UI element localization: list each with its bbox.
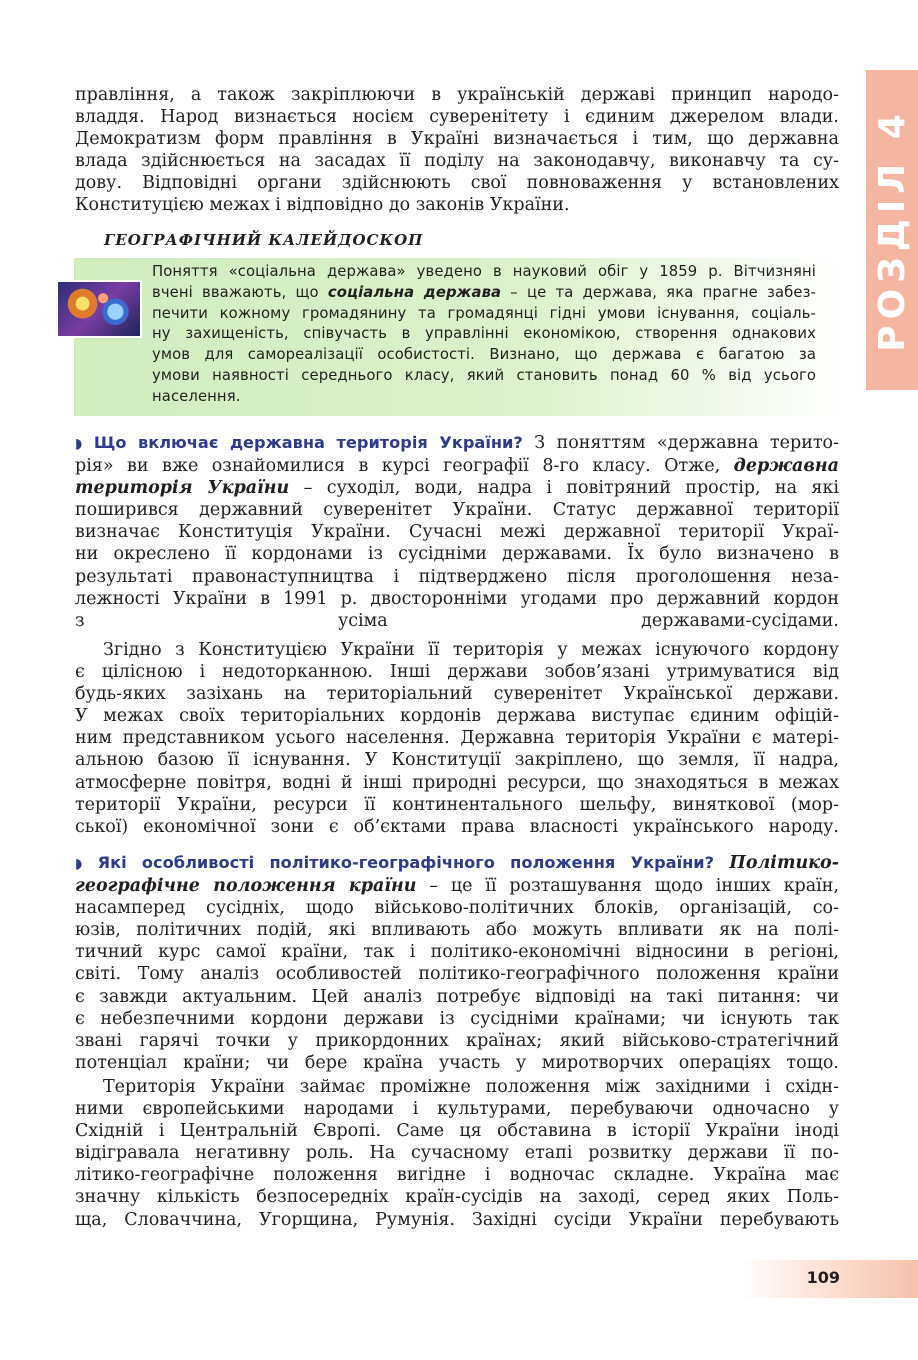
text-line [75, 477, 839, 499]
text-line: Демократизм форм правління в Україні визначається і тим, що державна [75, 129, 839, 150]
text-line: атмосферне повітря, водні й інші природні ресурси, що знаходяться в межах [75, 772, 839, 793]
text-line: визначає Конституція України. Сучасні межі державної території Украї- [75, 522, 839, 543]
text-line: є небезпечними кордони держави із сусідніми країнами; чи існують так [75, 1008, 839, 1029]
text-line: дову. Відповідні органи здійснюють свої повноваження у встановлених [75, 173, 839, 194]
section-side-tab [866, 70, 918, 390]
section-territory-p2 [75, 639, 839, 838]
kaleidoscope-line [152, 304, 816, 325]
text-line: світі. Тому аналіз особливостей політико-географічного положення країни [75, 964, 839, 985]
kaleidoscope-line [152, 262, 816, 283]
text-line: відігравала негативну роль. На сучасному етапі розвитку держави її по- [75, 1143, 839, 1164]
text-line: літико-географічне положення вигідне і водночас складне. Україна має [75, 1165, 839, 1186]
term-emphasis: Політико- [729, 853, 839, 873]
text-line: значну кількість безпосередніх країн-сусідів на заході, серед яких Поль- [75, 1187, 839, 1208]
term-emphasis: державна [733, 456, 839, 477]
section-territory [75, 432, 839, 632]
planets-icon [56, 280, 142, 338]
term-emphasis: географічне положення країни [75, 876, 417, 897]
kaleidoscope-heading: ГЕОГРАФІЧНИЙ КАЛЕЙДОСКОП [104, 231, 424, 249]
kaleidoscope-line [152, 345, 816, 366]
text-run: рія» ви вже ознайомилися в курсі географії 8-го класу. Отже, [75, 456, 734, 477]
question-heading: Які особливості політико-географічного положення України? [97, 853, 715, 872]
bullet-marker-icon: ◗ [75, 436, 83, 452]
text-run: – це її розташування щодо інших країн, [416, 876, 840, 897]
text-line: будь-яких зазіхань на територіальний суверенітет Української держави. [75, 684, 839, 705]
text-line: У межах своїх територіальних кордонів держава виступає єдиним офіцій- [75, 706, 839, 727]
text-line: є цілісною і недоторканною. Інші держави зобов’язані утримуватися від [75, 662, 839, 683]
social-state-term: соціальна держава [327, 283, 502, 301]
text-line: потенціал країни; чи бере країна участь у миротворчих операціях тощо. [75, 1052, 839, 1073]
text-line: ним представником усього населення. Державна територія України є матері- [75, 728, 839, 749]
text-line: території України, ресурси її континентального шельфу, виняткової (мор- [75, 794, 839, 815]
text-line: альною базою її існування. У Конституції закріплено, що земля, її надра, [75, 750, 839, 771]
intro-paragraph [75, 84, 839, 217]
text-line: ни окреслено її кордонами із сусідніми державами. Їх було визначено в [75, 544, 839, 565]
kaleidoscope-line-text: ну захищеність, співучасть в управлінні економікою, створення однакових [152, 325, 816, 343]
text-line: лежності України в 1991 р. двосторонніми угодами про державний кордон [75, 588, 839, 609]
text-line: Територія України займає проміжне положення між західними і східн- [103, 1077, 839, 1097]
text-line: з усіма державами-сусідами. [75, 610, 839, 631]
text-line: владдя. Народ визнається носієм суверенітету і єдиним джерелом влади. [75, 107, 839, 128]
section-political-position-p2 [75, 1076, 839, 1231]
text-line: поширився державний суверенітет України. Статус державної території [75, 500, 839, 521]
kaleidoscope-line [152, 324, 816, 345]
kaleidoscope-line-text: умов для самореалізації особистості. Визнано, що держава є багатою за [152, 346, 816, 364]
text-line: результаті правонаступництва і підтверджено після проголошення неза- [75, 566, 839, 587]
kaleidoscope-line-text: – це та держава, яка прагне забез- [501, 283, 817, 301]
text-line [75, 455, 839, 477]
text-line: ща, Словаччина, Угорщина, Румунія. Західні сусіди України перебувають [75, 1209, 839, 1230]
text-line: Конституцією межах і відповідно до законів України. [75, 195, 570, 216]
text-line: Східній і Центральній Європі. Саме ця обставина в історії України іноді [75, 1121, 839, 1142]
text-line: правління, а також закріплюючи в українській державі принцип народо- [75, 85, 839, 105]
kaleidoscope-line [152, 366, 816, 387]
kaleidoscope-line-text: Поняття «соціальна держава» уведено в науковий обіг у 1859 р. Вітчизняні [152, 263, 816, 280]
text-line: юзів, політичних подій, які впливають або можуть впливати як на полі- [75, 920, 839, 941]
kaleidoscope-line-text: печити кожному громадянину та громадянці гідні умови існування, соціаль- [152, 304, 816, 322]
term-emphasis: територія України [75, 478, 290, 499]
text-line: ської) економічної зони є об’єктами права власності українського народу. [75, 816, 839, 837]
kaleidoscope-line-text: населення. [152, 387, 241, 405]
text-line: ними європейськими народами і культурами, перебуваючи одночасно у [75, 1099, 839, 1120]
text-line: влада здійснюється на засадах її поділу на законодавчу, виконавчу та су- [75, 151, 839, 172]
text-line: є завжди актуальним. Цей аналіз потребує відповіді на такі питання: чи [75, 986, 839, 1007]
text-line: звані гарячі точки у прикордонних країнах; який військово-стратегічний [75, 1030, 839, 1051]
text-line [75, 852, 839, 875]
text-line: тичний курс самої країни, так і політико-економічні відносини в регіоні, [75, 942, 839, 963]
kaleidoscope-line [152, 283, 816, 304]
kaleidoscope-line [152, 387, 816, 408]
section-political-position [75, 852, 839, 1074]
question-heading: Що включає державна територія України? [93, 433, 523, 452]
text-run: – суходіл, води, надра і повітряний простір, на які [289, 478, 839, 499]
text-line [75, 875, 839, 897]
kaleidoscope-text [152, 262, 816, 408]
text-line [75, 432, 839, 455]
text-line: насамперед сусідніх, щодо військово-політичних блоків, організацій, со- [75, 898, 839, 919]
kaleidoscope-line-text: вчені вважають, що [152, 283, 328, 301]
kaleidoscope-line-text: умови наявності середнього класу, який становить понад 60 % від усього [152, 366, 816, 384]
text-run: З поняттям «державна терито- [522, 433, 839, 453]
bullet-marker-icon: ◗ [75, 856, 83, 872]
page-number: 109 [806, 1268, 840, 1287]
text-line: Згідно з Конституцією України її територія у межах існуючого кордону [103, 640, 839, 660]
section-side-tab-label: РОЗДІЛ 4 [871, 108, 913, 352]
